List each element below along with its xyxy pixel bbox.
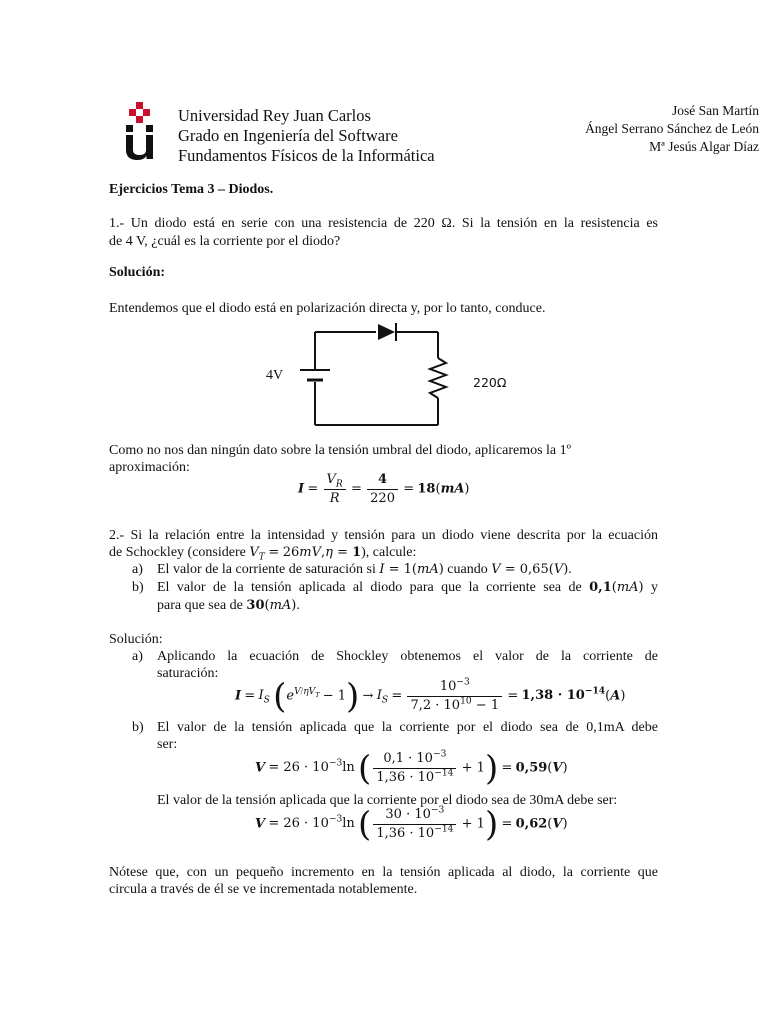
institution-name: Universidad Rey Juan Carlos	[178, 106, 371, 125]
ex2-solution-b-line2: ser:	[157, 737, 178, 752]
page-title: Ejercicios Tema 3 – Diodos.	[109, 182, 274, 197]
ex2-item-a: El valor de la corriente de saturación si I = 1(mA) cuando V = 0,65(V).	[157, 562, 572, 577]
ex2-solution-label: Solución:	[109, 632, 163, 647]
ex1-current-equation: I = $\frac{V_R}{R}$ = $\frac{4}{220}$ = 18(mA)	[298, 472, 470, 506]
ex2-item-b-line1: El valor de la tensión aplicada al diodo para que la corriente sea de 0,1(mA) y	[157, 580, 659, 595]
course-name: Fundamentos Físicos de la Informática	[178, 146, 435, 165]
ex1-statement-line2: de 4 V, ¿cuál es la corriente por el diodo?	[109, 234, 341, 249]
ex2-statement-line1: 2.- Si la relación entre la intensidad y tensión para un diodo viene descrita por la ecuación	[109, 528, 658, 543]
author-1: José San Martín	[672, 103, 759, 118]
ex2-solution-a-line2: saturación:	[157, 666, 219, 681]
ex2-solution-b-line3: El valor de la tensión aplicada que la corriente por el diodo sea de 30mA debe ser:	[157, 793, 618, 808]
ex2-solution-a-line1: Aplicando la ecuación de Shockley obtenemos el valor de la corriente de	[157, 649, 658, 664]
ex2-item-b-label: b)	[132, 580, 144, 595]
resistor-label: 220Ω	[473, 375, 507, 390]
ex2-solution-b-label: b)	[132, 720, 144, 735]
university-logo	[122, 100, 158, 162]
saturation-current-equation: $I = I_S$ $(e^{V/\eta V_T} - 1) \to I_S$ = $\frac{10^{-3}}{7,2 \cdot 10^{10} - 1}$ = $1,38 \cdot 10^{-14}(A)$	[235, 676, 626, 717]
author-3: Mª Jesús Algar Díaz	[649, 139, 759, 154]
ex2-item-a-label: a)	[132, 562, 143, 577]
ex1-approx-line2: aproximación:	[109, 460, 190, 475]
ex2-note-line1: Nótese que, con un pequeño incremento en la tensión aplicada al diodo, la corriente que	[109, 865, 658, 880]
author-2: Ángel Serrano Sánchez de León	[585, 121, 759, 136]
ex1-statement-line1: 1.- Un diodo está en serie con una resistencia de 220 Ω. Si la tensión en la resistencia es	[109, 216, 658, 231]
ex1-intro: Entendemos que el diodo está en polarización directa y, por lo tanto, conduce.	[109, 301, 546, 316]
ex2-solution-b-line1: El valor de la tensión aplicada que la corriente por el diodo sea de 0,1mA debe	[157, 720, 658, 735]
ex1-approx-line1: Como no nos dan ningún dato sobre la tensión umbral del diodo, aplicaremos la 1º	[109, 443, 571, 458]
ex2-note-line2: circula a través de él se ve incrementada notablemente.	[109, 882, 418, 897]
ex2-solution-a-label: a)	[132, 649, 143, 664]
ex1-solution-label: Solución:	[109, 265, 166, 280]
voltage-equation-0-1ma: $V = 26 \cdot 10^{-3}\ln$ ( $\frac{0,1 \cdot 10^{-3}}{1,36 \cdot 10^{-14}}$ + 1) = 0,59(V)	[255, 748, 568, 789]
ex2-statement-line2: de Schockley (considere $V_T = 26mV,\eta = 1$), calcule:	[109, 545, 417, 563]
degree-name: Grado en Ingeniería del Software	[178, 126, 398, 145]
ex2-item-b-line2: para que sea de 30(mA).	[157, 598, 300, 613]
voltage-equation-30ma: $V = 26 \cdot 10^{-3}\ln$ ( $\frac{30 \cdot 10^{-3}}{1,36 \cdot 10^{-14}}$ + 1) = 0,62(V)	[255, 804, 568, 845]
source-voltage-label: 4V	[266, 368, 284, 383]
